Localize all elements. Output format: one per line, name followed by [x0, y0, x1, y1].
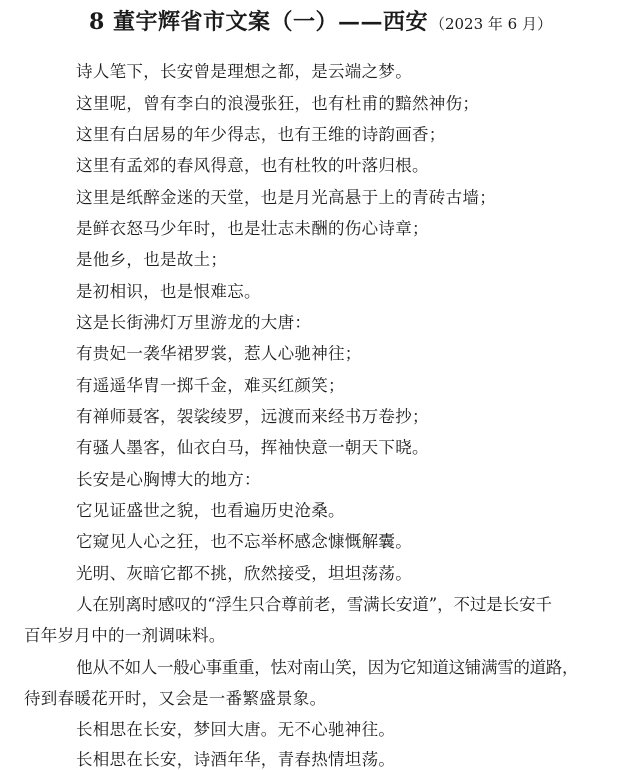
text-line: 待到春暖花开时，又会是一番繁盛景象。: [24, 689, 327, 708]
text-line: 是他乡，也是故土；: [76, 250, 228, 269]
text-line: 长相思在长安，诗酒年华，青春热情坦荡。: [76, 750, 396, 769]
text-line: 这是长街沸灯万里游龙的大唐：: [76, 313, 312, 332]
text-line: 长相思在长安，梦回大唐。无不心驰神往。: [76, 720, 396, 739]
text-line: 这里有孟郊的春风得意，也有杜牧的叶落归根。: [76, 156, 429, 175]
text-line: 这里呢，曾有李白的浪漫张狂，也有杜甫的黯然神伤；: [76, 94, 480, 113]
text-line: 它见证盛世之貌，也看遍历史沧桑。: [76, 501, 345, 520]
page-title: 8 董宇辉省市文案（一）——西安: [89, 9, 428, 35]
text-line: 是初相识，也是恨难忘。: [76, 282, 261, 301]
text-line: 人在别离时感叹的“浮生只合尊前老，雪满长安道”，不过是长安千: [76, 595, 552, 614]
text-line: 长安是心胸博大的地方：: [76, 470, 261, 489]
title-date: （2023 年 6 月）: [429, 15, 552, 33]
text-line: 诗人笔下，长安曾是理想之都，是云端之梦。: [76, 62, 412, 81]
text-line: 它窥见人心之狂，也不忘举杯感念慷慨解囊。: [76, 532, 412, 551]
text-line: 百年岁月中的一剂调味料。: [24, 626, 226, 645]
text-line: 光明、灰暗它都不挑，欣然接受，坦坦荡荡。: [76, 564, 412, 583]
text-line: 他从不如人一般心事重重，怯对南山笑，因为它知道这铺满雪的道路，: [76, 658, 579, 677]
text-line: 是鲜衣怒马少年时，也是壮志未酬的伤心诗章；: [76, 219, 429, 238]
text-line: 有禅师聂客，袈裟绫罗，远渡而来经书万卷抄；: [76, 407, 429, 426]
text-line: 有骚人墨客，仙衣白马，挥袖快意一朝天下晓。: [76, 438, 429, 457]
text-line: 有贵妃一袭华裙罗裳，惹人心驰神往；: [76, 344, 362, 363]
text-line: 这里是纸醉金迷的天堂，也是月光高悬于上的青砖古墙；: [76, 188, 496, 207]
text-line: 有遥遥华胄一掷千金，难买红颜笑；: [76, 376, 345, 395]
title-row: [0, 8, 641, 38]
text-line: 这里有白居易的年少得志，也有王维的诗韵画香；: [76, 125, 446, 144]
